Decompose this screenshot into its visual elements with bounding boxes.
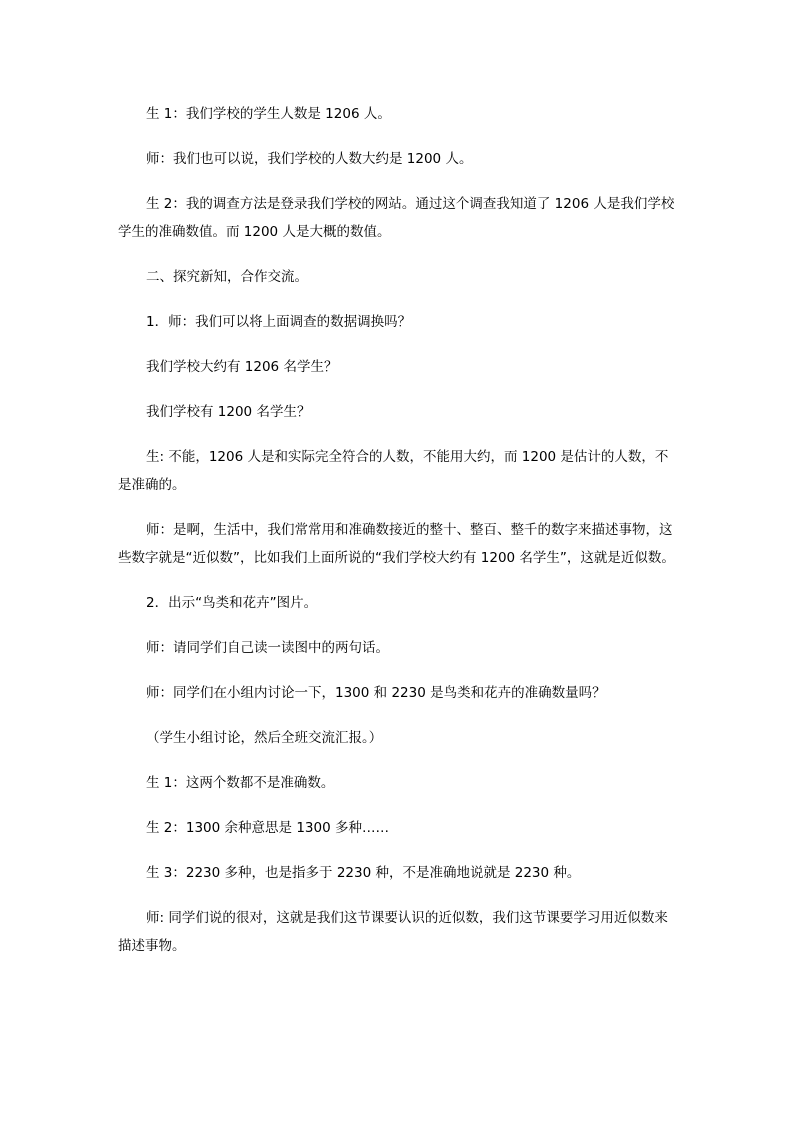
paragraph-teacher-discuss: 师：同学们在小组内讨论一下，1300 和 2230 是鸟类和花卉的准确数量吗？ [146, 685, 606, 701]
section-heading-explore: 二、探究新知，合作交流。 [146, 269, 308, 285]
paragraph-student1-answer: 生 1：这两个数都不是准确数。 [146, 775, 335, 791]
paragraph-question-exact-1200: 我们学校有 1200 名学生？ [146, 404, 311, 420]
paragraph-student2-answer: 生 2：1300 余种意思是 1300 多种…… [146, 820, 389, 836]
paragraph-student1-count: 生 1：我们学校的学生人数是 1206 人。 [146, 106, 391, 122]
paragraph-teacher-definition: 师：是啊，生活中，我们常常用和准确数接近的整十、整百、整千的数字来描述事物，这些数字就是“近似数”，比如我们上面所说的“我们学校大约有 1200 名学生”，这就是近似数。 [118, 522, 675, 566]
paragraph-step2-picture: 2．出示“鸟类和花卉”图片。 [146, 595, 318, 611]
document-body [118, 100, 680, 977]
paragraph-step1-question: 1．师：我们可以将上面调查的数据调换吗？ [146, 314, 412, 330]
paragraph-student2-method: 生 2：我的调查方法是登录我们学校的网站。通过这个调查我知道了 1206 人是我们学校学生的准确数值。而 1200 人是大概的数值。 [118, 196, 675, 240]
paragraph-student3-answer: 生 3：2230 多种，也是指多于 2230 种，不是准确地说就是 2230 种。 [146, 865, 581, 881]
paragraph-teacher-read: 师：请同学们自己读一读图中的两句话。 [146, 640, 389, 656]
paragraph-question-approx-1206: 我们学校大约有 1206 名学生？ [146, 359, 338, 375]
paragraph-teacher-summary: 师: 同学们说的很对，这就是我们这节课要认识的近似数，我们这节课要学习用近似数来描述事物。 [118, 910, 668, 954]
paragraph-teacher-approx: 师：我们也可以说，我们学校的人数大约是 1200 人。 [146, 151, 473, 167]
paragraph-group-discussion: （学生小组讨论，然后全班交流汇报。） [146, 730, 383, 746]
paragraph-student-answer: 生: 不能，1206 人是和实际完全符合的人数，不能用大约，而 1200 是估计的人数，不是准确的。 [118, 449, 669, 493]
